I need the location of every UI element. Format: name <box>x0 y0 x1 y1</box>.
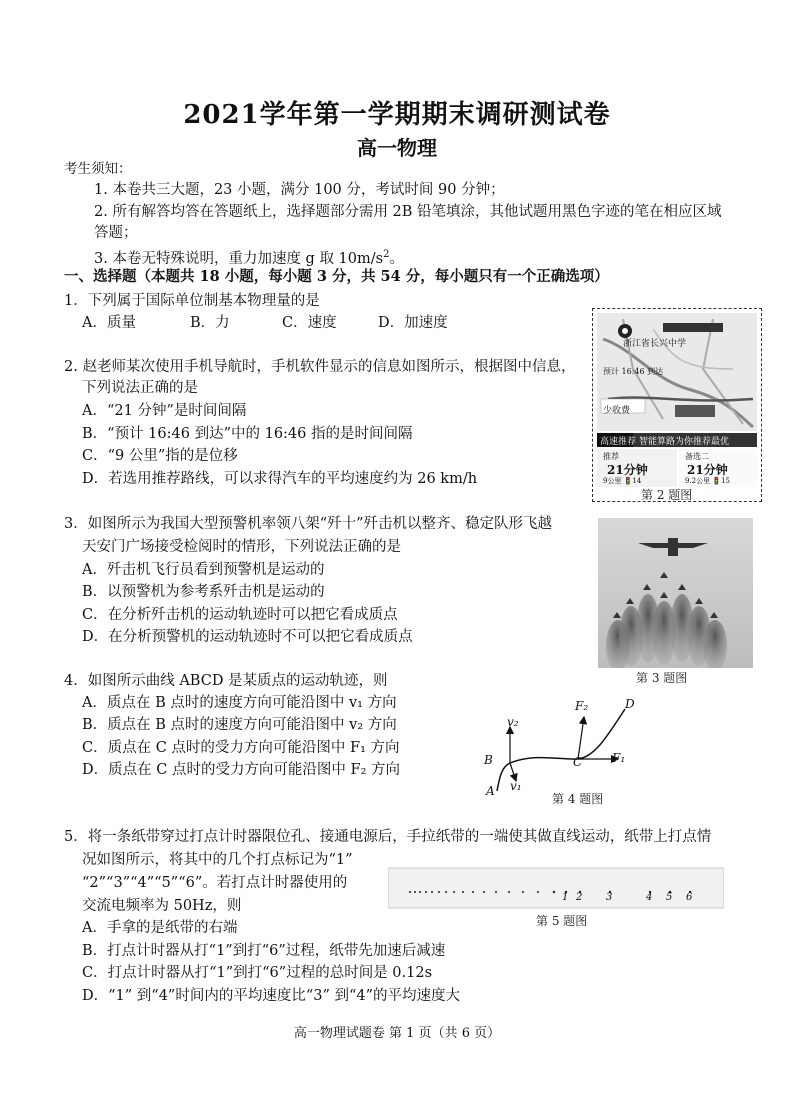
tape-mark-3: 3 <box>606 892 613 903</box>
q3-option-a: A．歼击机飞行员看到预警机是运动的 <box>82 562 325 578</box>
route2-time: 21分钟 <box>687 463 728 477</box>
point-d-label: D <box>625 697 635 711</box>
map-label-smart: 智能算路为你推荐最优 <box>639 437 730 447</box>
q2-stem-cont: 下列说法正确的是 <box>82 380 198 396</box>
map-label-highway: 高速推荐 <box>600 437 637 447</box>
q5-option-a: A．手拿的是纸带的右端 <box>82 920 238 936</box>
tape-mark-1: 1 <box>562 892 569 903</box>
q4-option-a: A．质点在 B 点时的速度方向可能沿图中 v₁ 方向 <box>82 695 397 711</box>
notice-item-2-cont: 答题； <box>94 225 138 241</box>
v2-label: v₂ <box>507 715 519 729</box>
q5-stem-cont2: “2”“3”“4”“5”“6”。若打点计时器使用的 <box>82 875 348 891</box>
point-b-label: B <box>484 753 493 767</box>
q2-option-b: B．“预计 16:46 到达”中的 16:46 指的是时间间隔 <box>82 426 413 442</box>
q5-figure-caption: 第 5 题图 <box>536 914 588 928</box>
tape-mark-5: 5 <box>666 892 673 903</box>
q1-option-d: D．加速度 <box>378 315 448 331</box>
q3-stem: 3．如图所示为我国大型预警机率领八架“歼十”歼击机以整齐、稳定队形飞越 <box>64 516 553 532</box>
q2-figure <box>592 308 762 502</box>
f2-arrow <box>578 717 584 759</box>
q5-stem-cont3: 交流电频率为 50Hz，则 <box>82 898 242 914</box>
q3-stem-cont: 天安门广场接受检阅时的情形，下列说法正确的是 <box>82 539 401 555</box>
f2-label: F₂ <box>575 699 589 713</box>
q1-option-b: B．力 <box>190 315 230 331</box>
route1-label: 推荐 <box>603 452 619 461</box>
q3-aircraft-image <box>598 518 753 668</box>
q5-stem: 5．将一条纸带穿过打点计时器限位孔、接通电源后，手拉纸带的一端使其做直线运动，纸带上打点情 <box>64 829 712 845</box>
exam-title: 2021学年第一学期期末调研测试卷 <box>183 100 611 130</box>
tape-mark-2: 2 <box>576 892 583 903</box>
q2-figure-caption: 第 2 题图 <box>641 488 693 502</box>
q3-option-d: D．在分析预警机的运动轨迹时不可以把它看成质点 <box>82 629 413 645</box>
page-footer: 高一物理试题卷 第 1 页（共 6 页） <box>293 1026 501 1041</box>
map-label-toll: 少收费 <box>603 406 631 416</box>
q5-option-c: C．打点计时器从打“1”到打“6”过程的总时间是 0.12s <box>82 965 433 981</box>
notice-item-2: 2. 所有解答均答在答题纸上，选择题部分需用 2B 铅笔填涂，其他试题用黑色字迹的笔在相应区域 <box>94 204 722 220</box>
q2-option-d: D．若选用推荐路线，可以求得汽车的平均速度约为 26 km/h <box>82 471 478 487</box>
route2-label: 备选二 <box>685 452 709 461</box>
notice-heading: 考生须知： <box>64 161 132 177</box>
map-label-eta: 预计 16:46 到达 <box>603 367 664 376</box>
q1-stem: 1．下列属于国际单位制基本物理量的是 <box>64 293 320 309</box>
route1-time: 21分钟 <box>607 463 648 477</box>
q3-figure-caption: 第 3 题图 <box>636 671 688 685</box>
point-c-label: C <box>573 755 583 769</box>
q5-option-b: B．打点计时器从打“1”到打“6”过程，纸带先加速后减速 <box>82 943 446 959</box>
route2-info: 9.2公里 🚦15 <box>685 477 730 485</box>
point-a-label: A <box>486 784 495 798</box>
q5-tape-image <box>388 866 724 910</box>
v1-label: v₁ <box>510 779 522 793</box>
exam-subtitle: 高一物理 <box>357 136 437 160</box>
tape-mark-4: 4 <box>646 892 653 903</box>
q4-option-b: B．质点在 B 点时的速度方向可能沿图中 v₂ 方向 <box>82 717 397 733</box>
q5-option-d: D．“1” 到“4”时间内的平均速度比“3” 到“4”的平均速度大 <box>82 988 461 1004</box>
map-label-school: 浙江省长兴中学 <box>623 339 687 349</box>
q4-figure-caption: 第 4 题图 <box>552 792 604 806</box>
q4-figure <box>480 695 640 807</box>
q4-option-c: C．质点在 C 点时的受力方向可能沿图中 F₁ 方向 <box>82 740 400 756</box>
q2-stem: 2. 赵老师某次使用手机导航时，手机软件显示的信息如图所示，根据图中信息， <box>64 359 576 375</box>
q3-figure <box>598 518 753 668</box>
q3-option-c: C．在分析歼击机的运动轨迹时可以把它看成质点 <box>82 607 398 623</box>
f1-label: F₁ <box>612 751 626 765</box>
tape-mark-6: 6 <box>686 892 693 903</box>
q2-option-c: C．“9 公里”指的是位移 <box>82 448 238 464</box>
q1-option-c: C．速度 <box>282 315 337 331</box>
q4-option-d: D．质点在 C 点时的受力方向可能沿图中 F₂ 方向 <box>82 762 401 778</box>
q2-option-a: A．“21 分钟”是时间间隔 <box>82 403 247 419</box>
section-heading: 一、选择题（本题共 18 小题，每小题 3 分，共 54 分，每小题只有一个正确选项） <box>64 268 609 285</box>
q5-stem-cont1: 况如图所示，将其中的几个打点标记为“1” <box>82 852 353 868</box>
q1-option-a: A．质量 <box>82 315 136 331</box>
q5-figure <box>388 866 724 910</box>
q4-stem: 4．如图所示曲线 ABCD 是某质点的运动轨迹，则 <box>64 673 388 689</box>
notice-item-3: 3. 本卷无特殊说明，重力加速度 g 取 $10m/s^2$。 <box>94 249 404 267</box>
route1-info: 9公里 🚦14 <box>603 477 642 485</box>
notice-item-1: 1. 本卷共三大题，23 小题，满分 100 分，考试时间 90 分钟； <box>94 182 505 198</box>
q3-option-b: B．以预警机为参考系歼击机是运动的 <box>82 584 325 600</box>
